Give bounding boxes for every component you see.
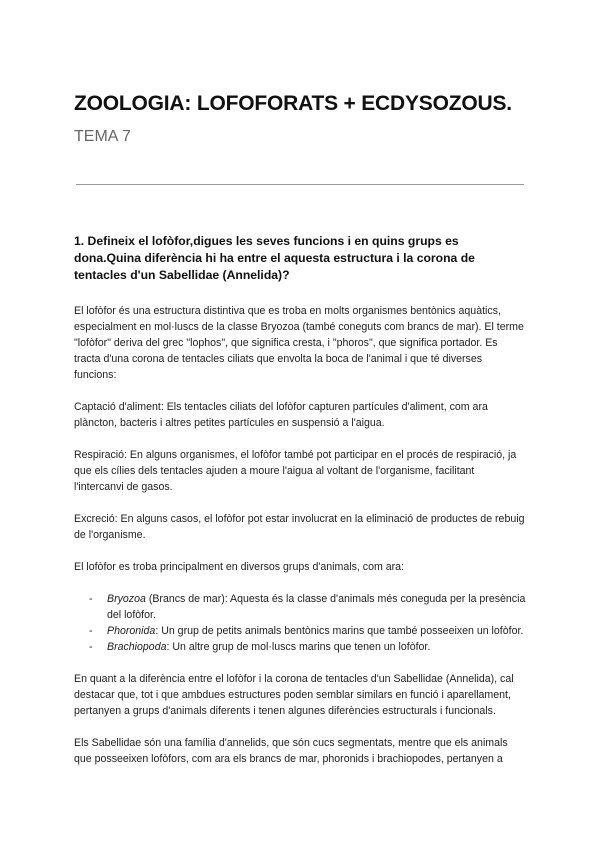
document-subtitle: TEMA 7 bbox=[74, 128, 131, 145]
document-body bbox=[74, 233, 526, 783]
groups-list bbox=[74, 591, 526, 655]
list-item-text: (Brancs de mar): Aquesta és la classe d'animals més coneguda per la presència del lofòfor. bbox=[107, 593, 526, 621]
list-bullet: - bbox=[89, 593, 93, 605]
list-item-text: : Un altre grup de mol·luscs marins que tenen un lofòfor. bbox=[166, 641, 431, 653]
question-heading: 1. Defineix el lofòfor,digues les seves funcions i en quins grups es dona.Quina diferència hi ha entre el aquesta estructura i la corona de tentacles d'un Sabellidae (Annelida)? bbox=[74, 234, 475, 282]
list-item bbox=[74, 591, 526, 623]
taxon-name: Phoronida bbox=[107, 625, 156, 637]
list-bullet: - bbox=[89, 625, 93, 637]
paragraph-difference: En quant a la diferència entre el lofòfor i la corona de tentacles d'un Sabellidae (Annelida), cal destacar que, tot i que ambdues estructures poden semblar similars en funció i aparellament, pertanyen a grups d'animals diferents i tenen algunes diferències estructurals i funcionals. bbox=[74, 673, 514, 717]
horizontal-divider bbox=[76, 184, 524, 185]
paragraph-feeding: Captació d'aliment: Els tentacles ciliats del lofòfor capturen partícules d'aliment, com ara plàncton, bacteris i altres petites partícules en suspensió a l'aigua. bbox=[74, 401, 488, 429]
paragraph-excretion: Excreció: En alguns casos, el lofòfor pot estar involucrat en la eliminació de productes de rebuig de l'organisme. bbox=[74, 513, 525, 541]
list-item-text: : Un grup de petits animals bentònics marins que també posseeixen un lofòfor. bbox=[155, 625, 524, 637]
list-item bbox=[74, 639, 526, 655]
list-item bbox=[74, 623, 526, 639]
paragraph-groups-intro: El lofòfor es troba principalment en diversos grups d'animals, com ara: bbox=[74, 561, 404, 573]
paragraph-sabellidae: Els Sabellidae són una família d'annelids, que són cucs segmentats, mentre que els animals que posseeixen lofòfors, com ara els brancs de mar, phoronids i brachiopodes, pertanyen a bbox=[74, 737, 508, 765]
paragraph-respiration: Respiració: En alguns organismes, el lofòfor també pot participar en el procés de respiració, ja que els cílies dels tentacles ajuden a moure l'aigua al voltant de l'organisme, facilitant l'intercanvi de gasos. bbox=[74, 449, 517, 493]
list-bullet: - bbox=[89, 641, 93, 653]
paragraph-definition: El lofòfor és una estructura distintiva que es troba en molts organismes bentònics aquàtics, especialment en mol·luscs de la classe Bryozoa (també coneguts com brancs de mar). El terme "lofòfor" deriva del grec "lophos", que significa cresta, i "phoros", que significa portador. Es tracta d'una corona de tentacles ciliats que envolta la boca de l'animal i que té diverses funcions: bbox=[74, 305, 524, 381]
document-title: ZOOLOGIA: LOFOFORATS + ECDYSOZOUS. bbox=[74, 92, 512, 115]
taxon-name: Bryozoa bbox=[107, 593, 146, 605]
taxon-name: Brachiopoda bbox=[107, 641, 167, 653]
